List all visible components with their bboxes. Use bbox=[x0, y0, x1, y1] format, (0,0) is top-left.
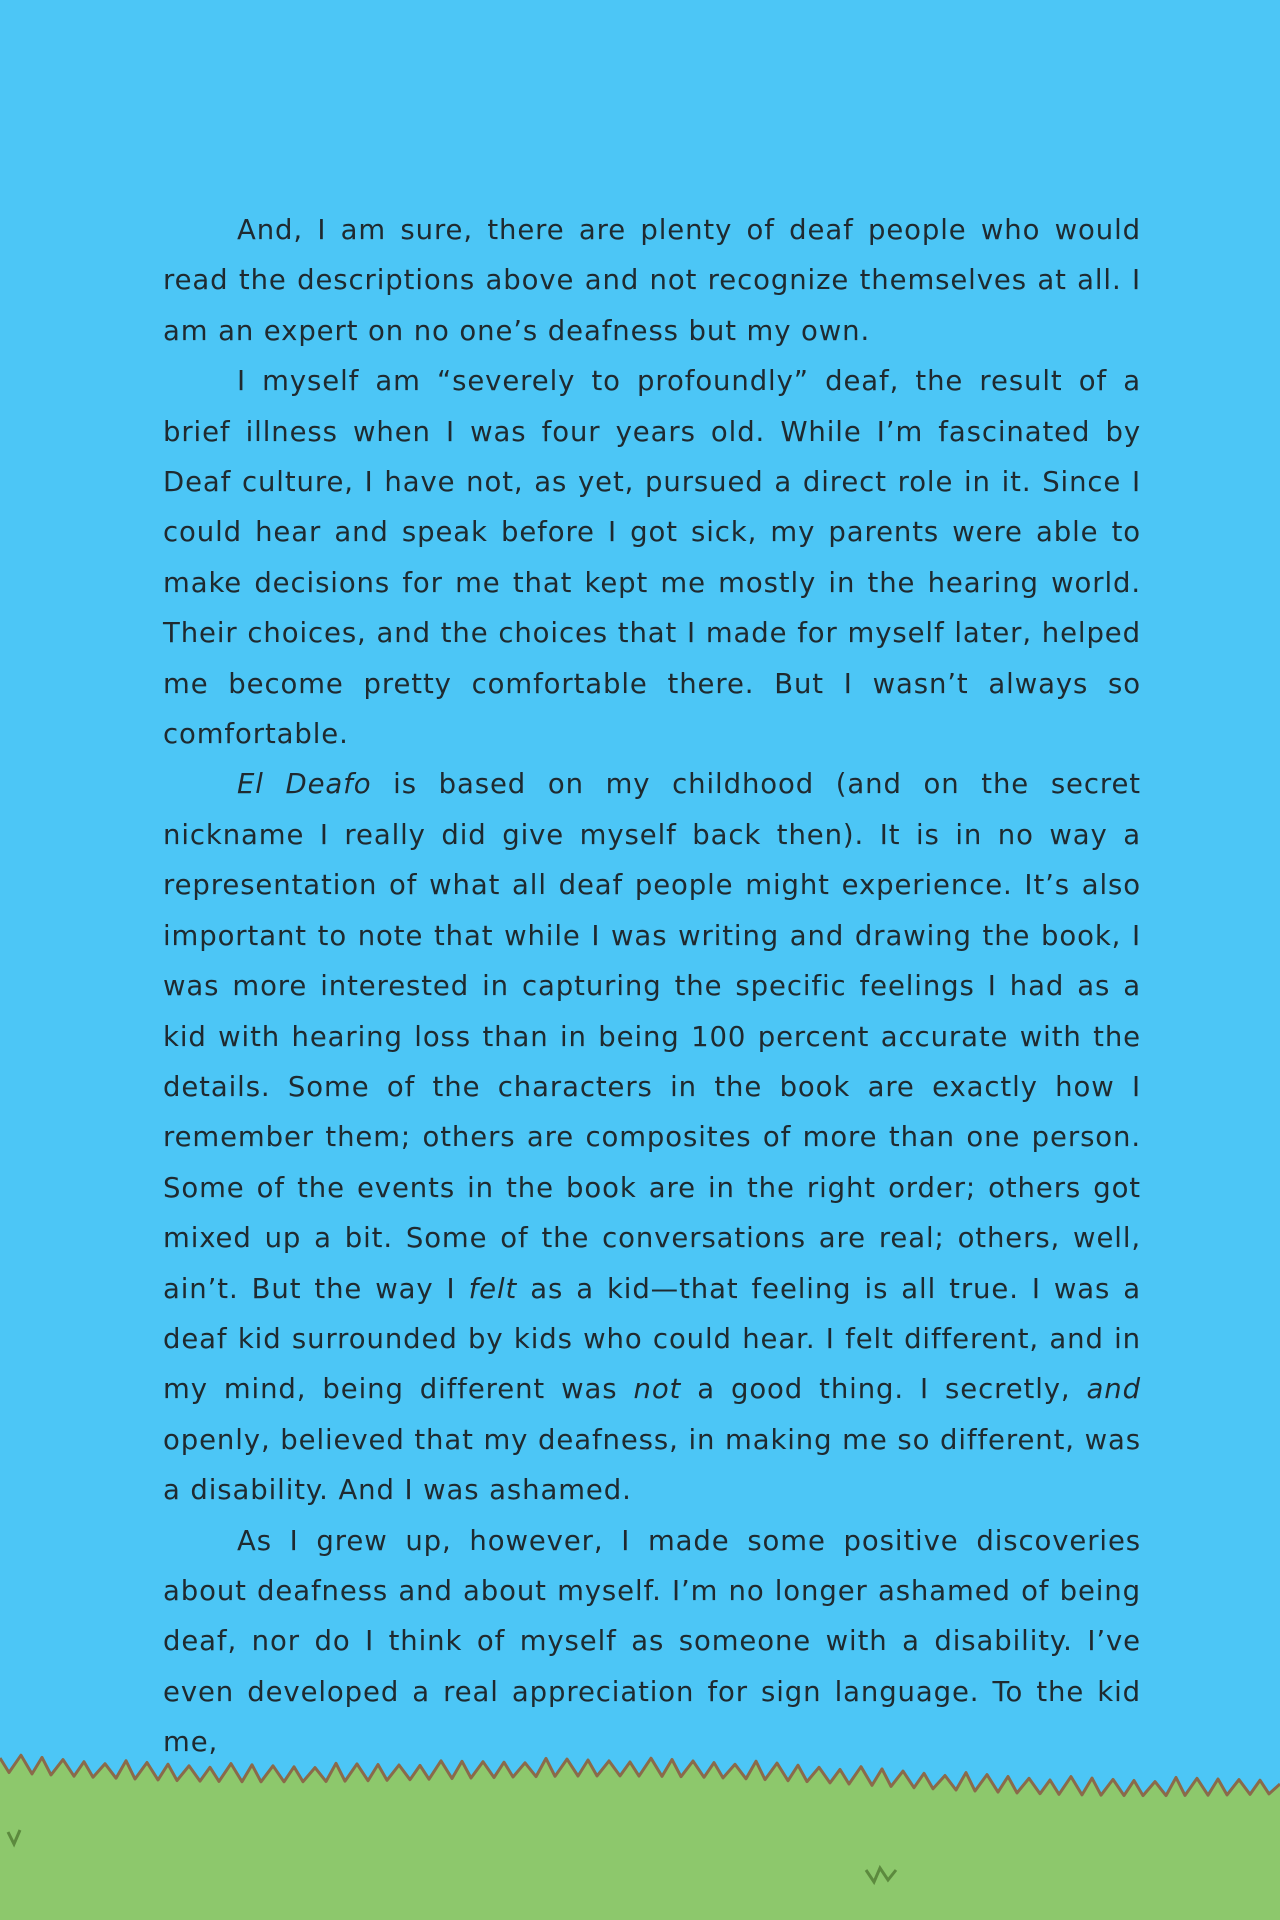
text-run: openly, believed that my deafness, in making me so different, was a disability. And I was ashamed. bbox=[163, 1423, 1141, 1507]
body-text bbox=[163, 205, 1141, 1768]
text-run: a good thing. I secretly, bbox=[681, 1373, 1087, 1406]
text-run: I myself am “severely to profoundly” deaf, the result of a brief illness when I was four years old. While I’m fascinated by Deaf culture, I have not, as yet, pursued a direct role in it. Since I could hear and speak before I got sick, my parents were able to make decisions for me that kept me mostly in the hearing world. Their choices, and the choices that I made for myself later, helped me become pretty comfortable there. But I wasn’t always so comfortable. bbox=[163, 365, 1141, 751]
paragraph bbox=[163, 1516, 1141, 1768]
text-run: And, I am sure, there are plenty of deaf people who would read the descriptions above and not recognize themselves at all. I am an expert on no one’s deafness but my own. bbox=[163, 214, 1141, 347]
paragraph bbox=[163, 356, 1141, 759]
grass-fill bbox=[0, 1755, 1280, 1920]
italic-text: El Deafo bbox=[237, 768, 372, 801]
italic-text: not bbox=[633, 1373, 682, 1406]
text-run: As I grew up, however, I made some positive discoveries about deafness and about myself. I’m no longer ashamed of being deaf, nor do I think of myself as someone with a disability. I’ve even developed a real appreciation for sign language. To the kid me, bbox=[163, 1524, 1141, 1759]
grass-illustration bbox=[0, 1740, 1280, 1920]
text-run: as a kid—that feeling is all true. I was a deaf kid surrounded by kids who could hear. I felt different, and in my mind, being different was bbox=[163, 1272, 1141, 1406]
paragraph bbox=[163, 759, 1141, 1515]
text-run: is based on my childhood (and on the secret nickname I really did give myself back then). It is in no way a representation of what all deaf people might experience. It’s also important to note that while I was writing and drawing the book, I was more interested in capturing the specific feelings I had as a kid with hearing loss than in being 100 percent accurate with the details. Some of the characters in the book are exactly how I remember them; others are composites of more than one person. Some of the events in the book are in the right order; others got mixed up a bit. Some of the conversations are real; others, well, ain’t. But the way I bbox=[163, 768, 1141, 1305]
italic-text: and bbox=[1086, 1373, 1141, 1406]
italic-text: felt bbox=[468, 1272, 518, 1305]
paragraph bbox=[163, 205, 1141, 356]
